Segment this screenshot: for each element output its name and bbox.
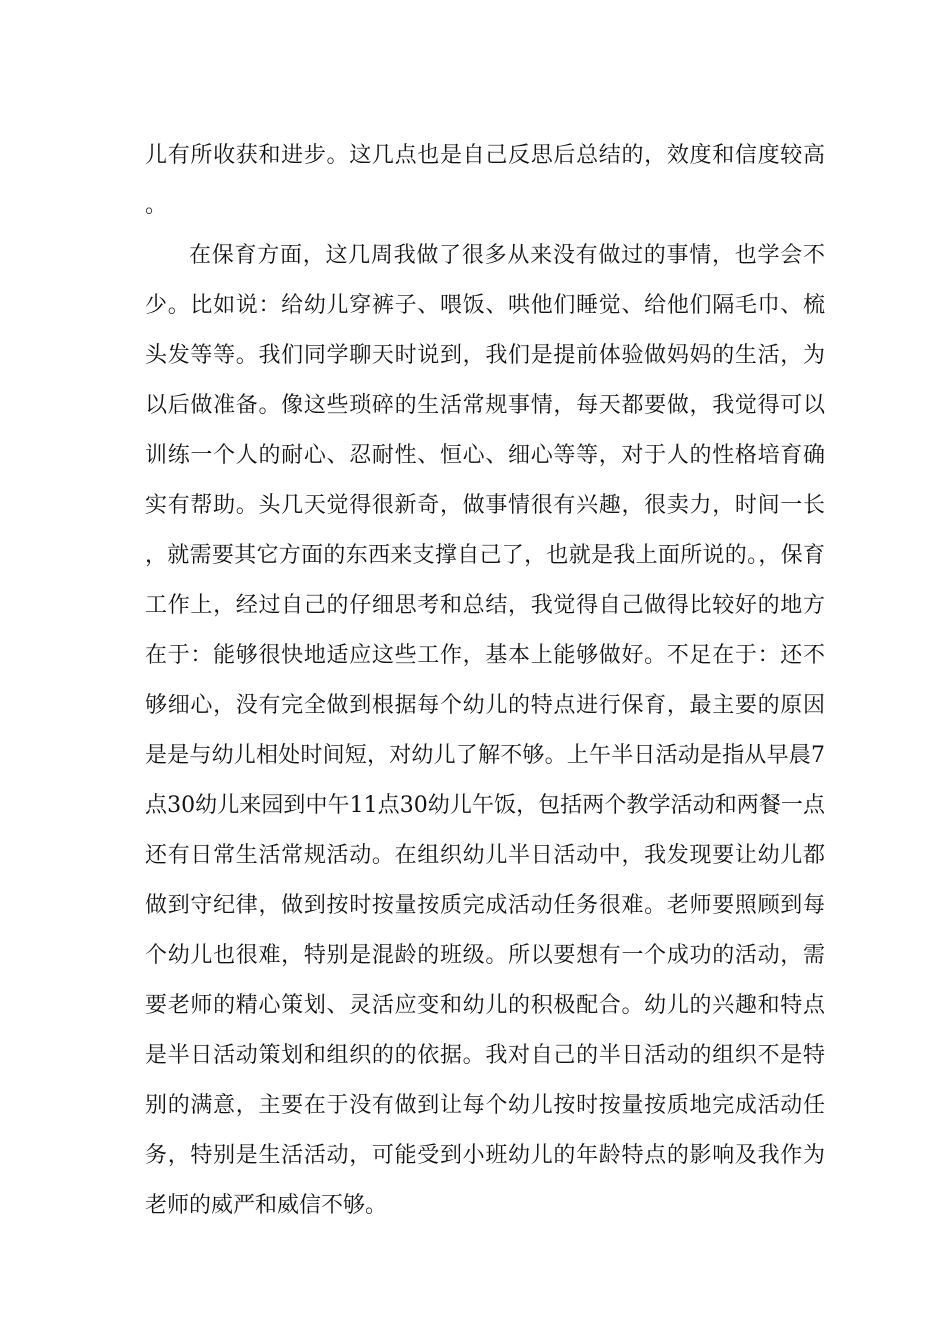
paragraph-childcare: 在保育方面，这几周我做了很多从来没有做过的事情，也学会不少。比如说：给幼儿穿裤子、喂饭、哄他们睡觉、给他们隔毛巾、梳头发等等。我们同学聊天时说到，我们是提前体验做妈妈的生活，为以后做准备。像这些琐碎的生活常规事情，每天都要做，我觉得可以训练一个人的耐心、忍耐性、恒心、细心等等，对于人的性格培育确实有帮助。头几天觉得很新奇，做事情很有兴趣，很卖力，时间一长，就需要其它方面的东西来支撑自己了，也就是我上面所说的。，保育工作上，经过自己的仔细思考和总结，我觉得自己做得比较好的地方在于：能够很快地适应这些工作，基本上能够做好。不足在于：还不够细心，没有完全做到根据每个幼儿的特点进行保育，最主要的原因是是与幼儿相处时间短，对幼儿了解不够。上午半日活动是指从早晨7点30幼儿来园到中午11点30幼儿午饭，包括两个教学活动和两餐一点还有日常生活常规活动。在组织幼儿半日活动中，我发现要让幼儿都做到守纪律，做到按时按量按质完成活动任务很难。老师要照顾到每个幼儿也很难，特别是混龄的班级。所以要想有一个成功的活动，需要老师的精心策划、灵活应变和幼儿的积极配合。幼儿的兴趣和特点是半日活动策划和组织的的依据。我对自己的半日活动的组织不是特别的满意，主要在于没有做到让每个幼儿按时按量按质地完成活动任务，特别是生活活动，可能受到小班幼儿的年龄特点的影响及我作为老师的威严和威信不够。 [145, 243, 825, 1218]
paragraph-continued: 儿有所收获和进步。这几点也是自己反思后总结的，效度和信度较高。 [145, 143, 825, 218]
document-body [145, 131, 825, 1231]
